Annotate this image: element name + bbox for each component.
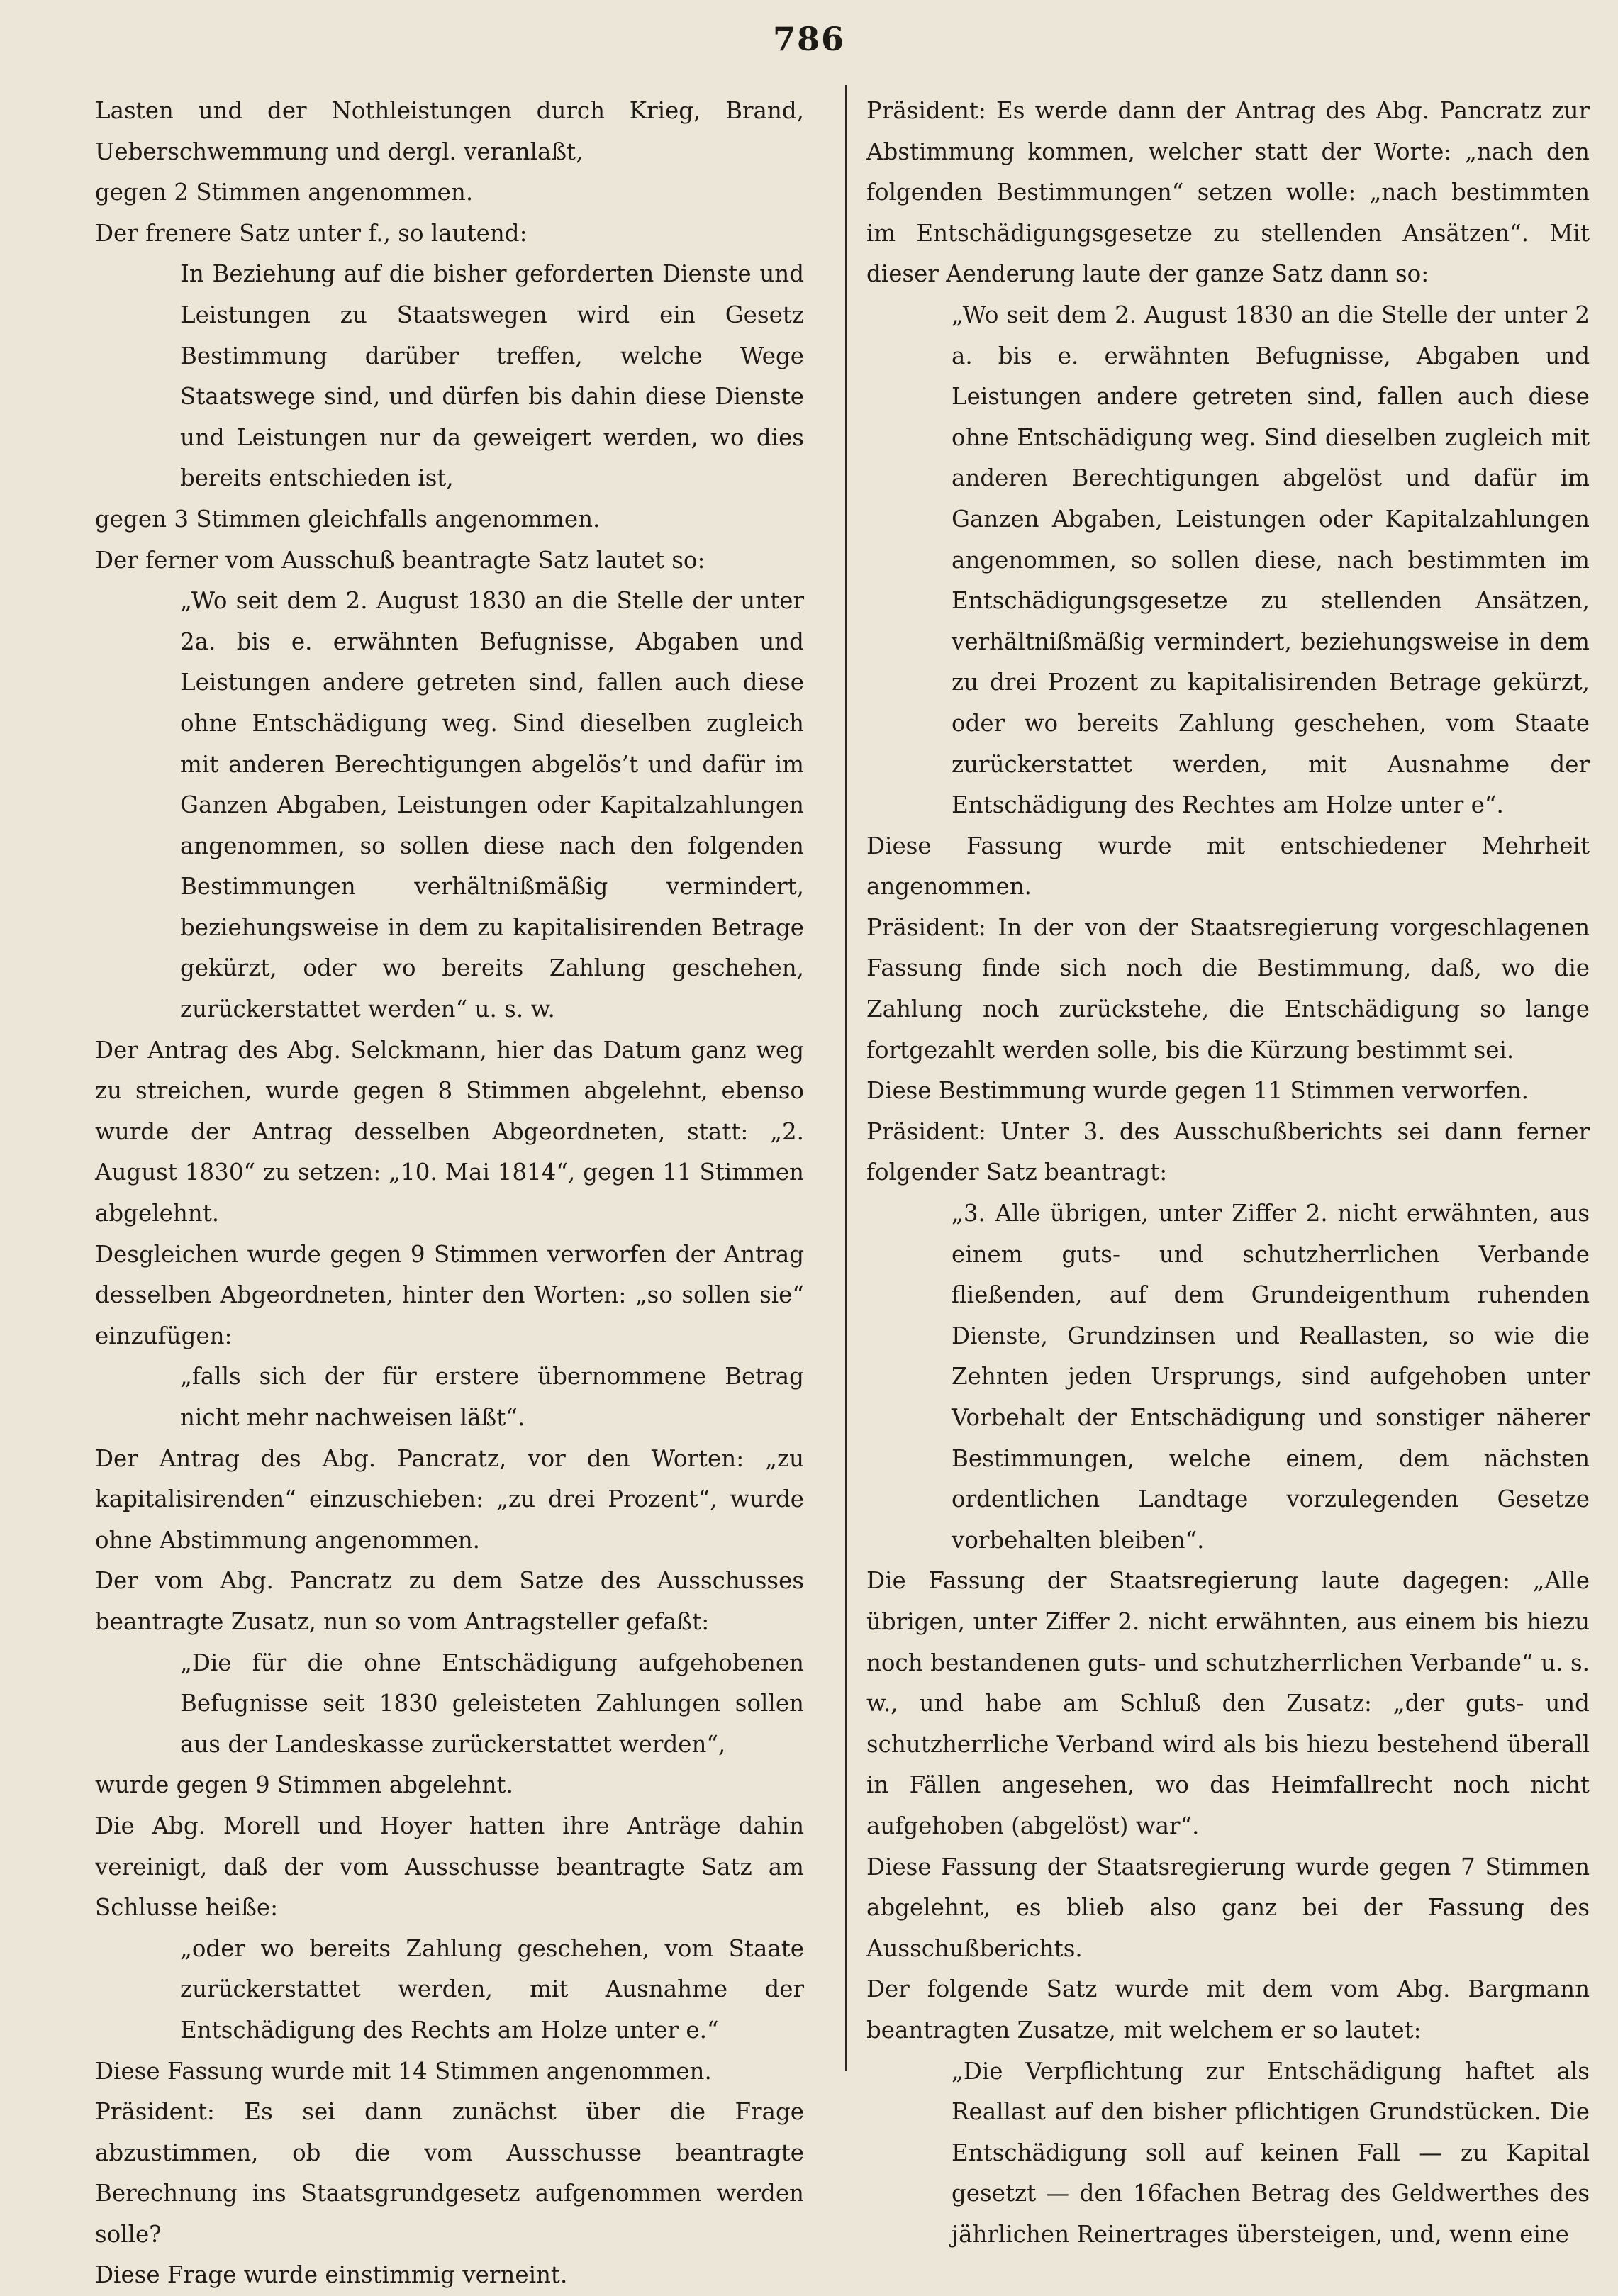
paragraph: Der Antrag des Abg. Selckmann, hier das Datum ganz weg zu streichen, wurde gegen 8 Stimmen abgelehnt, ebenso wurde der Antrag desselben Abgeordneten, statt: „2. August 1830“ zu setzen: „10. Mai 1814“, gegen 11 Stimmen abgelehnt.: [95, 1036, 804, 1227]
paragraph: Präsident: Es werde dann der Antrag des Abg. Pancratz zur Abstimmung kommen, welcher statt der Worte: „nach den folgenden Bestimmungen“ setzen wolle: „nach bestimmten im Entschädigungsgesetze zu stellenden Ansätzen“. Mit dieser Aenderung laute der ganze Satz dann so:: [866, 97, 1590, 288]
paragraph: Lasten und der Nothleistungen durch Krieg, Brand, Ueberschwemmung und dergl. veranlaßt,: [95, 97, 804, 165]
paragraph: Diese Bestimmung wurde gegen 11 Stimmen verworfen.: [866, 1077, 1529, 1105]
paragraph: Der vom Abg. Pancratz zu dem Satze des Ausschusses beantragte Zusatz, nun so vom Antragsteller gefaßt:: [95, 1567, 804, 1635]
paragraph: „Die Verpflichtung zur Entschädigung haftet als Reallast auf den bisher pflichtigen Grundstücken. Die Entschädigung soll auf keinen Fall — zu Kapital gesetzt — den 16fachen Betrag des Geldwerthes des jährlichen Reinertrages übersteigen, und, wenn eine: [952, 2057, 1590, 2248]
paragraph: Die Abg. Morell und Hoyer hatten ihre Anträge dahin vereinigt, daß der vom Ausschusse beantragte Satz am Schlusse heiße:: [95, 1812, 804, 1922]
paragraph: „Wo seit dem 2. August 1830 an die Stelle der unter 2 a. bis e. erwähnten Befugnisse, Abgaben und Leistungen andere getreten sind, fallen auch diese ohne Entschädigung weg. Sind dieselben zugleich mit anderen Berechtigungen abgelöst und dafür im Ganzen Abgaben, Leistungen oder Kapitalzahlungen angenommen, so sollen diese, nach bestimmten im Entschädigungsgesetze zu stellenden Ansätzen, verhältnißmäßig vermindert, beziehungsweise in dem zu drei Prozent zu kapitalisirenden Betrage gekürzt, oder wo bereits Zahlung geschehen, vom Staate zurückerstattet werden, mit Ausnahme der Entschädigung des Rechtes am Holze unter e“.: [952, 301, 1590, 819]
left-column: [95, 91, 804, 2289]
paragraph: Die Fassung der Staatsregierung laute dagegen: „Alle übrigen, unter Ziffer 2. nicht erwähnten, aus einem bis hiezu noch bestandenen guts- und schutzherrlichen Verbande“ u. s. w., und habe am Schluß den Zusatz: „der guts- und schutzherrliche Verband wird als bis hiezu bestehend überall in Fällen angesehen, wo das Heimfallrecht noch nicht aufgehoben (abgelöst) war“.: [866, 1567, 1590, 1839]
paragraph: Der ferner vom Ausschuß beantragte Satz lautet so:: [95, 546, 705, 574]
paragraph: „oder wo bereits Zahlung geschehen, vom Staate zurückerstattet werden, mit Ausnahme der Entschädigung des Rechts am Holze unter e.“: [180, 1934, 804, 2044]
paragraph: Präsident: In der von der Staatsregierung vorgeschlagenen Fassung finde sich noch die Bestimmung, daß, wo die Zahlung noch zurückstehe, die Entschädigung so lange fortgezahlt werden solle, bis die Kürzung bestimmt sei.: [866, 913, 1590, 1064]
paragraph: Der frenere Satz unter f., so lautend:: [95, 219, 528, 247]
column-divider: [845, 85, 847, 2071]
paragraph: „Wo seit dem 2. August 1830 an die Stelle der unter 2a. bis e. erwähnten Befugnisse, Abgaben und Leistungen andere getreten sind, fallen auch diese ohne Entschädigung weg. Sind dieselben zugleich mit anderen Berechtigungen abgelös’t und dafür im Ganzen Abgaben, Leistungen oder Kapitalzahlungen angenommen, so sollen diese nach den folgenden Bestimmungen verhältnißmäßig vermindert, beziehungsweise in dem zu kapitalisirenden Betrage gekürzt, oder wo bereits Zahlung geschehen, zurückerstattet werden“ u. s. w.: [180, 587, 804, 1023]
paragraph: „Die für die ohne Entschädigung aufgehobenen Befugnisse seit 1830 geleisteten Zahlungen sollen aus der Landeskasse zurückerstattet werden“,: [180, 1649, 804, 1758]
paragraph: Desgleichen wurde gegen 9 Stimmen verworfen der Antrag desselben Abgeordneten, hinter den Worten: „so sollen sie“ einzufügen:: [95, 1240, 804, 1349]
paragraph: Der folgende Satz wurde mit dem vom Abg. Bargmann beantragten Zusatze, mit welchem er so lautet:: [866, 1975, 1590, 2044]
paragraph: Diese Frage wurde einstimmig verneint.: [95, 2261, 568, 2289]
paragraph: Diese Fassung der Staatsregierung wurde gegen 7 Stimmen abgelehnt, es blieb also ganz bei der Fassung des Ausschußberichts.: [866, 1853, 1590, 1962]
paragraph: Präsident: Es sei dann zunächst über die Frage abzustimmen, ob die vom Ausschusse beantragte Berechnung ins Staatsgrundgesetz aufgenommen werden solle?: [95, 2098, 804, 2248]
paragraph: Der Antrag des Abg. Pancratz, vor den Worten: „zu kapitalisirenden“ einzuschieben: „zu drei Prozent“, wurde ohne Abstimmung angenommen.: [95, 1444, 804, 1554]
paragraph: Präsident: Unter 3. des Ausschußberichts sei dann ferner folgender Satz beantragt:: [866, 1118, 1590, 1186]
paragraph: wurde gegen 9 Stimmen abgelehnt.: [95, 1771, 513, 1799]
paragraph: Diese Fassung wurde mit 14 Stimmen angenommen.: [95, 2057, 712, 2085]
paragraph: gegen 3 Stimmen gleichfalls angenommen.: [95, 505, 601, 533]
paragraph: Diese Fassung wurde mit entschiedener Mehrheit angenommen.: [866, 832, 1590, 901]
page-number: 786: [772, 20, 846, 58]
paragraph: „falls sich der für erstere übernommene Betrag nicht mehr nachweisen läßt“.: [180, 1363, 804, 1431]
paragraph: In Beziehung auf die bisher geforderten Dienste und Leistungen zu Staatswegen wird ein Gesetz Bestimmung darüber treffen, welche Wege Staatswege sind, und dürfen bis dahin diese Dienste und Leistungen nur da geweigert werden, wo dies bereits entschieden ist,: [180, 260, 804, 492]
paragraph: gegen 2 Stimmen angenommen.: [95, 179, 474, 206]
right-column: [866, 91, 1590, 2248]
paragraph: „3. Alle übrigen, unter Ziffer 2. nicht erwähnten, aus einem guts- und schutzherrlichen Verbande fließenden, auf dem Grundeigenthum ruhenden Dienste, Grundzinsen und Reallasten, so wie die Zehnten jeden Ursprungs, sind aufgehoben unter Vorbehalt der Entschädigung und sonstiger näherer Bestimmungen, welche einem, dem nächsten ordentlichen Landtage vorzulegenden Gesetze vorbehalten bleiben“.: [952, 1200, 1590, 1554]
